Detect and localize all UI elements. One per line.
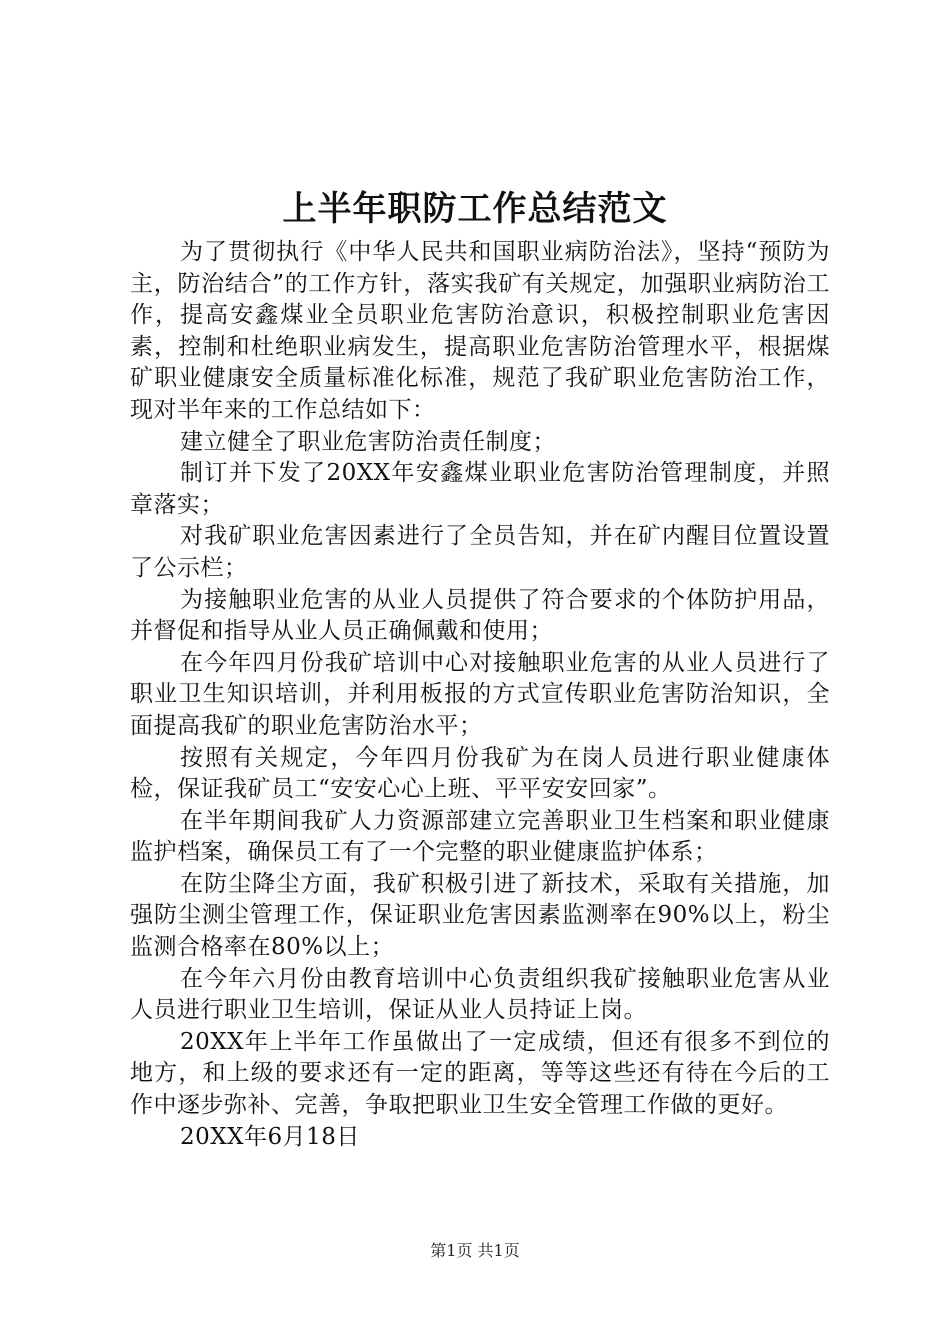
paragraph-item-4: 为接触职业危害的从业人员提供了符合要求的个体防护用品，并督促和指导从业人员正确佩戴和使用； — [130, 586, 830, 645]
paragraph-intro: 为了贯彻执行《中华人民共和国职业病防治法》，坚持“预防为主，防治结合”的工作方针，落实我矿有关规定，加强职业病防治工作，提高安鑫煤业全员职业危害防治意识，积极控制职业危害因素，控制和杜绝职业病发生，提高职业危害防治管理水平，根据煤矿职业健康安全质量标准化标准，规范了我矿职业危害防治工作，现对半年来的工作总结如下： — [130, 239, 830, 423]
document-body — [130, 237, 830, 1153]
paragraph-item-8: 在防尘降尘方面，我矿积极引进了新技术，采取有关措施，加强防尘测尘管理工作，保证职业危害因素监测率在90%以上，粉尘监测合格率在80%以上； — [130, 870, 830, 961]
paragraph-item-1: 建立健全了职业危害防治责任制度； — [180, 428, 556, 455]
paragraph-item-9: 在今年六月份由教育培训中心负责组织我矿接触职业危害从业人员进行职业卫生培训，保证从业人员持证上岗。 — [130, 965, 830, 1024]
paragraph-conclusion: 20XX年上半年工作虽做出了一定成绩，但还有很多不到位的地方，和上级的要求还有一定的距离，等等这些还有待在今后的工作中逐步弥补、完善，争取把职业卫生安全管理工作做的更好。 — [130, 1028, 830, 1119]
paragraph-item-6: 按照有关规定，今年四月份我矿为在岗人员进行职业健康体检，保证我矿员工“安安心心上班、平平安安回家”。 — [130, 744, 830, 803]
paragraph-item-5: 在今年四月份我矿培训中心对接触职业危害的从业人员进行了职业卫生知识培训，并利用板报的方式宣传职业危害防治知识，全面提高我矿的职业危害防治水平； — [130, 649, 830, 739]
paragraph-item-3: 对我矿职业危害因素进行了全员告知，并在矿内醒目位置设置了公示栏； — [130, 523, 830, 581]
paragraph-item-2: 制订并下发了20XX年安鑫煤业职业危害防治管理制度，并照章落实； — [130, 460, 830, 518]
paragraph-item-7: 在半年期间我矿人力资源部建立完善职业卫生档案和职业健康监护档案，确保员工有了一个完整的职业健康监护体系； — [130, 807, 830, 866]
page-footer: 第1页 共1页 — [430, 1241, 520, 1260]
document-date: 20XX年6月18日 — [180, 1123, 360, 1150]
document-title: 上半年职防工作总结范文 — [282, 189, 668, 229]
